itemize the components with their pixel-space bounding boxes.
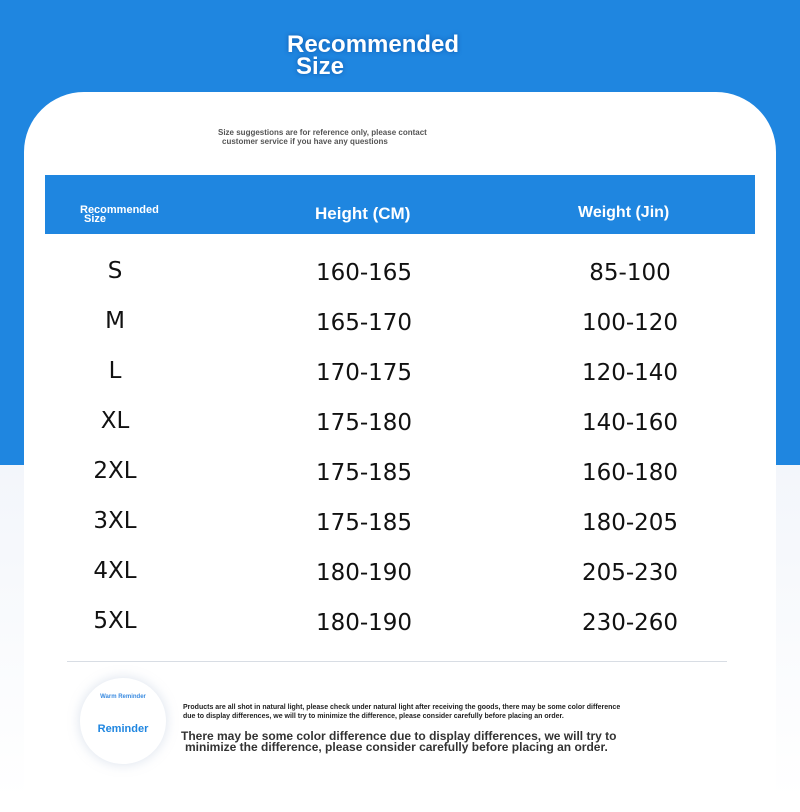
weight-cell: 120-140 (581, 360, 679, 386)
reminder-large-line-2: minimize the difference, please consider carefully before placing an order. (185, 740, 608, 754)
reminder-small-line-2: due to display differences, we will try to minimize the difference, please consider carefully before placing an order. (183, 713, 564, 720)
height-cell: 180-190 (315, 560, 413, 586)
weight-cell: 85-100 (589, 260, 671, 286)
size-cell: L (108, 358, 122, 384)
title-line-1: Recommended (287, 31, 460, 58)
height-cell: 170-175 (315, 360, 413, 386)
height-cell: 175-185 (315, 510, 413, 536)
size-cell: S (107, 258, 123, 284)
size-cell: 4XL (93, 558, 137, 584)
reminder-large-text (181, 731, 721, 753)
badge-large-label: Reminder (97, 723, 149, 735)
weight-cell: 230-260 (581, 610, 679, 636)
header-size-line-2: Size (84, 213, 107, 225)
height-cell: 165-170 (315, 310, 413, 336)
height-cell: 175-185 (315, 460, 413, 486)
table-header (45, 175, 755, 234)
header-recommended-size (80, 206, 159, 224)
table-row (0, 358, 800, 408)
badge-small-label: Warm Reminder (100, 694, 146, 700)
page-title (287, 31, 460, 80)
reference-note-line-2: customer service if you have any questions (222, 137, 388, 146)
reminder-large-line-1: There may be some color difference due to display differences, we will try to (181, 729, 617, 743)
header-size-line-1: Recommended (80, 204, 159, 216)
weight-cell: 100-120 (581, 310, 679, 336)
header-weight: Weight (Jin) (578, 204, 670, 221)
header-height: Height (CM) (315, 204, 411, 223)
title-line-2: Size (296, 53, 345, 80)
table-row (0, 258, 800, 308)
weight-cell: 205-230 (581, 560, 679, 586)
table-row (0, 558, 800, 608)
reminder-badge (80, 678, 166, 764)
height-cell: 180-190 (315, 610, 413, 636)
height-cell: 160-165 (315, 260, 413, 286)
size-cell: 3XL (93, 508, 137, 534)
reminder-small-text (183, 703, 743, 721)
size-cell: 5XL (93, 608, 137, 634)
weight-cell: 180-205 (581, 510, 679, 536)
weight-cell: 160-180 (581, 460, 679, 486)
weight-cell: 140-160 (581, 410, 679, 436)
table-row (0, 308, 800, 358)
table-row (0, 608, 800, 658)
reference-note (218, 128, 427, 146)
table-divider (67, 661, 727, 662)
table-row (0, 458, 800, 508)
height-cell: 175-180 (315, 410, 413, 436)
table-row (0, 508, 800, 558)
size-cell: 2XL (93, 458, 137, 484)
reference-note-line-1: Size suggestions are for reference only, please contact (218, 128, 427, 137)
reminder-small-line-1: Products are all shot in natural light, please check under natural light after receiving the goods, there may be some color difference (183, 704, 621, 711)
size-cell: XL (100, 408, 130, 434)
size-cell: M (105, 308, 125, 334)
table-row (0, 408, 800, 458)
